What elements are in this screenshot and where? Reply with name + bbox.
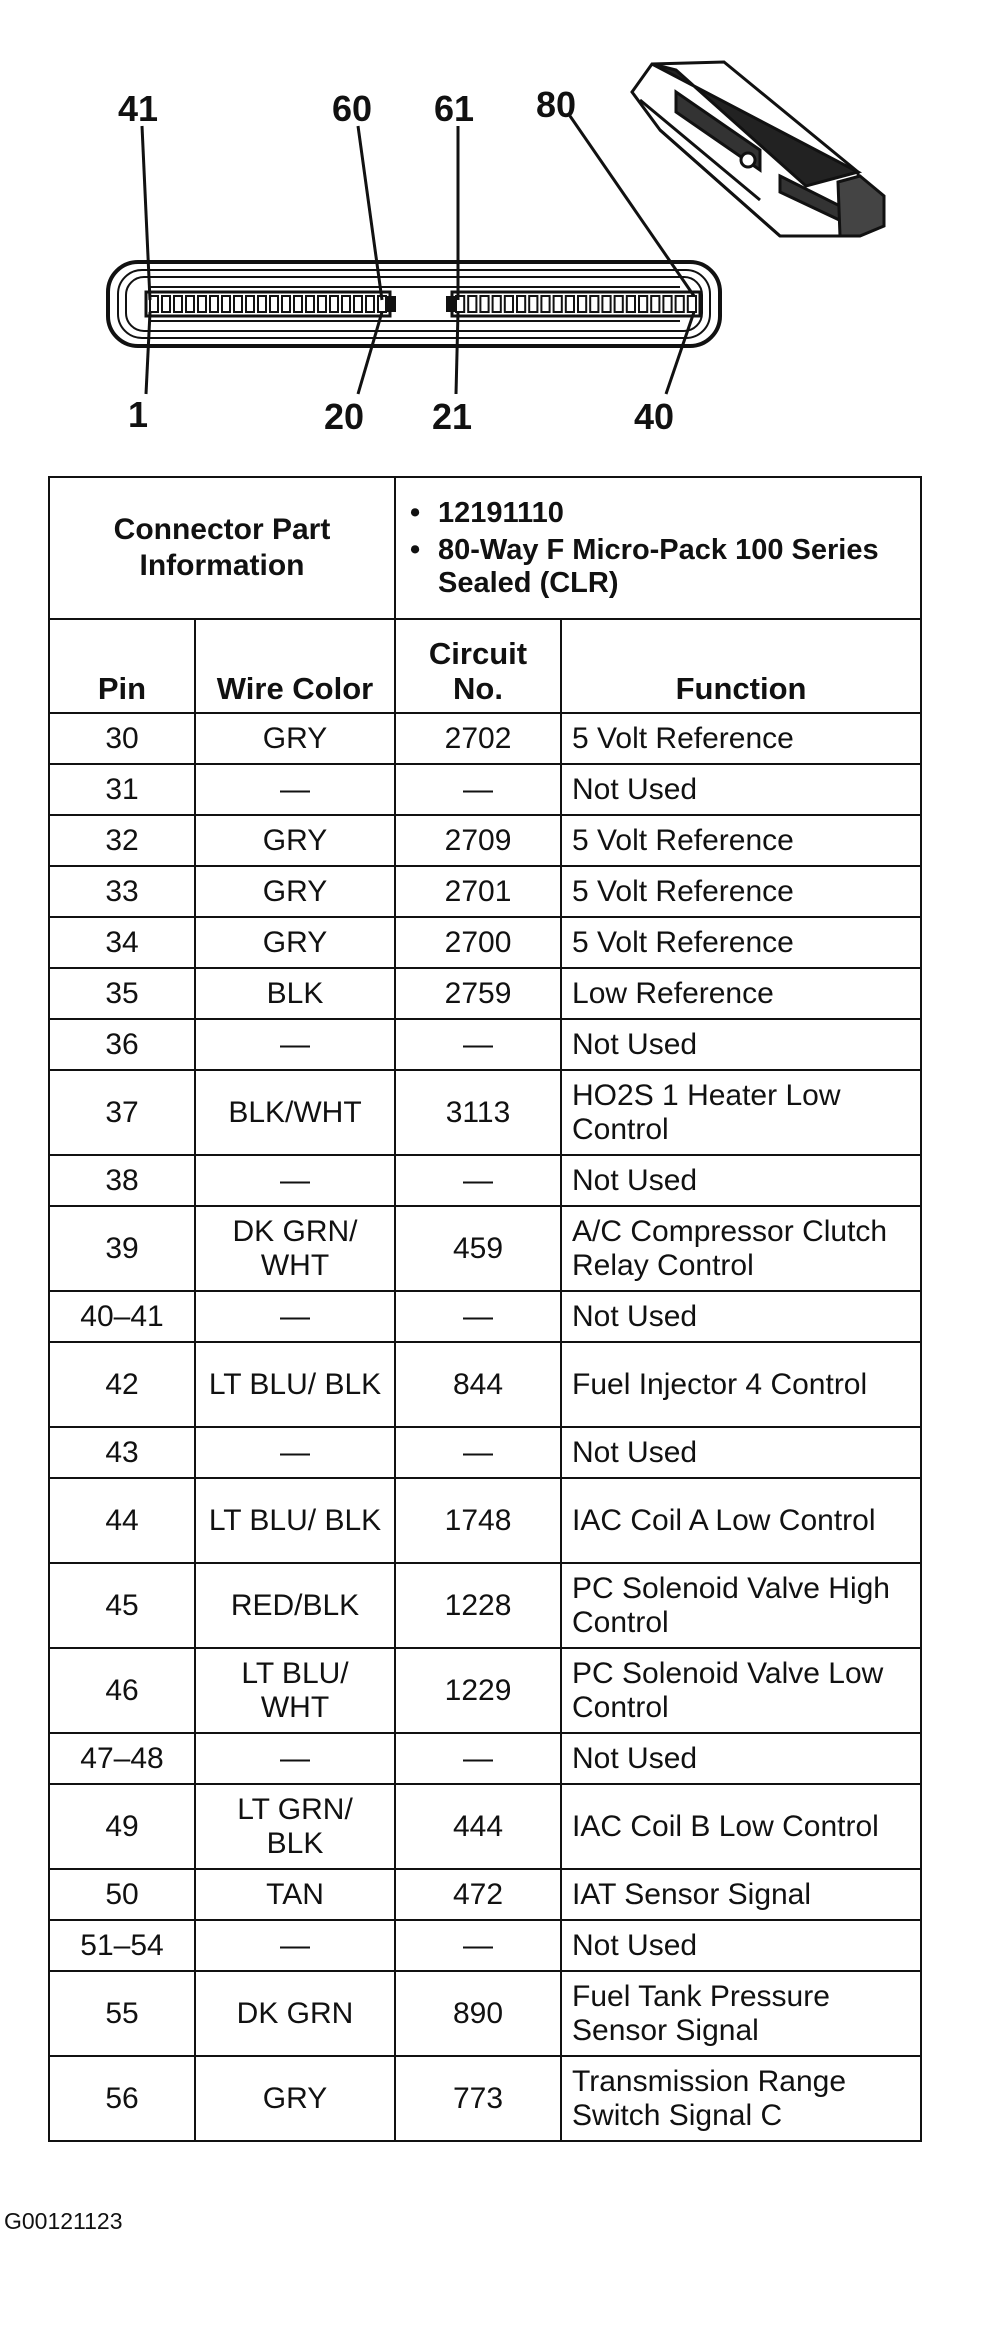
function-cell: HO2S 1 Heater Low Control — [561, 1070, 921, 1155]
pin-slot — [174, 296, 182, 312]
function-cell: Not Used — [561, 764, 921, 815]
pin-cell: 34 — [49, 917, 195, 968]
table-row — [49, 866, 921, 917]
pin-label-20: 20 — [324, 396, 365, 437]
function-cell: 5 Volt Reference — [561, 917, 921, 968]
bullet-icon: • — [410, 533, 421, 566]
wire-color-cell: GRY — [195, 815, 395, 866]
function-cell: Not Used — [561, 1427, 921, 1478]
wire-color-cell: BLK — [195, 968, 395, 1019]
circuit-cell: — — [395, 1291, 561, 1342]
part-info-item — [410, 534, 906, 600]
table-row — [49, 713, 921, 764]
header-circuit-no: Circuit No. — [395, 619, 561, 713]
circuit-cell: — — [395, 1019, 561, 1070]
header-pin: Pin — [49, 619, 195, 713]
pin-cell: 46 — [49, 1648, 195, 1733]
pin-label-40: 40 — [634, 396, 675, 437]
pin-cell: 37 — [49, 1070, 195, 1155]
connector-body-illustration — [632, 62, 884, 236]
pin-slot — [688, 296, 696, 312]
wire-color-cell: GRY — [195, 713, 395, 764]
pin-slot — [590, 296, 598, 312]
header-function: Function — [561, 619, 921, 713]
pin-slot — [294, 296, 302, 312]
circuit-cell: — — [395, 1920, 561, 1971]
pin-slot — [578, 296, 586, 312]
pin-rows — [49, 713, 921, 2141]
wire-color-cell: TAN — [195, 1869, 395, 1920]
pin-cell: 45 — [49, 1563, 195, 1648]
pin-slot — [554, 296, 562, 312]
pin-slot — [234, 296, 242, 312]
wire-color-cell: LT BLU/ WHT — [195, 1648, 395, 1733]
table-row — [49, 1291, 921, 1342]
function-cell: Fuel Injector 4 Control — [561, 1342, 921, 1427]
function-cell: IAT Sensor Signal — [561, 1869, 921, 1920]
function-cell: PC Solenoid Valve High Control — [561, 1563, 921, 1648]
pin-slot — [529, 296, 537, 312]
circuit-cell: 2709 — [395, 815, 561, 866]
wire-color-cell: — — [195, 1291, 395, 1342]
pin-cell: 39 — [49, 1206, 195, 1291]
table-row — [49, 1070, 921, 1155]
circuit-cell: 2702 — [395, 713, 561, 764]
pin-slot — [330, 296, 338, 312]
table-row — [49, 764, 921, 815]
part-number: 12191110 — [438, 496, 564, 529]
pin-cell: 49 — [49, 1784, 195, 1869]
circuit-cell: — — [395, 1155, 561, 1206]
pin-cell: 36 — [49, 1019, 195, 1070]
pin-slot — [493, 296, 501, 312]
pin-slot — [306, 296, 314, 312]
wire-color-cell: LT BLU/ BLK — [195, 1478, 395, 1563]
pin-label-80: 80 — [536, 84, 577, 125]
pin-slot — [676, 296, 684, 312]
circuit-cell: 3113 — [395, 1070, 561, 1155]
table-row — [49, 968, 921, 1019]
bullet-icon: • — [410, 496, 421, 529]
table-row — [49, 1563, 921, 1648]
figure-id: G00121123 — [4, 2208, 123, 2234]
table-row — [49, 815, 921, 866]
table-row — [49, 1971, 921, 2056]
connector-pinout-table — [48, 476, 922, 2142]
function-cell: 5 Volt Reference — [561, 713, 921, 764]
wire-color-cell: — — [195, 764, 395, 815]
function-cell: Not Used — [561, 1155, 921, 1206]
pin-slot — [366, 296, 374, 312]
pin-label-1: 1 — [128, 394, 149, 435]
wire-color-cell: RED/BLK — [195, 1563, 395, 1648]
pin-slot — [342, 296, 350, 312]
function-cell: PC Solenoid Valve Low Control — [561, 1648, 921, 1733]
wire-color-cell: LT GRN/ BLK — [195, 1784, 395, 1869]
part-info-row — [49, 477, 921, 619]
pin-cell: 44 — [49, 1478, 195, 1563]
pin-cell: 56 — [49, 2056, 195, 2141]
table-row — [49, 1155, 921, 1206]
function-cell: Not Used — [561, 1733, 921, 1784]
pin-slot — [541, 296, 549, 312]
circuit-cell: 1228 — [395, 1563, 561, 1648]
pin-cell: 30 — [49, 713, 195, 764]
function-cell: Transmission Range Switch Signal C — [561, 2056, 921, 2141]
table-row — [49, 1427, 921, 1478]
pin-slot — [639, 296, 647, 312]
pin-slot — [186, 296, 194, 312]
table-row — [49, 1784, 921, 1869]
wire-color-cell: — — [195, 1155, 395, 1206]
wire-color-cell: BLK/WHT — [195, 1070, 395, 1155]
table-row — [49, 1206, 921, 1291]
circuit-cell: 773 — [395, 2056, 561, 2141]
connector-diagram — [0, 0, 1008, 460]
pin-cell: 40–41 — [49, 1291, 195, 1342]
function-cell: Low Reference — [561, 968, 921, 1019]
pin-slot — [222, 296, 230, 312]
function-cell: IAC Coil B Low Control — [561, 1784, 921, 1869]
table-row — [49, 1478, 921, 1563]
table-row — [49, 1648, 921, 1733]
pin-slot — [627, 296, 635, 312]
pin-slot — [210, 296, 218, 312]
pin-slot — [258, 296, 266, 312]
column-header-row — [49, 619, 921, 713]
circuit-cell: — — [395, 764, 561, 815]
wire-color-cell: — — [195, 1733, 395, 1784]
table-row — [49, 917, 921, 968]
pin-cell: 32 — [49, 815, 195, 866]
header-wire-color: Wire Color — [195, 619, 395, 713]
function-cell: Not Used — [561, 1920, 921, 1971]
pin-cell: 31 — [49, 764, 195, 815]
function-cell: Fuel Tank Pressure Sensor Signal — [561, 1971, 921, 2056]
circuit-cell: 2700 — [395, 917, 561, 968]
pin-slot — [270, 296, 278, 312]
pin-slot — [517, 296, 525, 312]
wire-color-cell: GRY — [195, 2056, 395, 2141]
table-row — [49, 1733, 921, 1784]
pin-slot — [663, 296, 671, 312]
pin-slot — [505, 296, 513, 312]
circuit-cell: — — [395, 1427, 561, 1478]
part-info-item — [410, 497, 906, 530]
pin-cell: 43 — [49, 1427, 195, 1478]
table-row — [49, 1019, 921, 1070]
pin-cell: 51–54 — [49, 1920, 195, 1971]
wire-color-cell: DK GRN — [195, 1971, 395, 2056]
connector-face-drawing — [0, 0, 1008, 460]
wire-color-cell: DK GRN/ WHT — [195, 1206, 395, 1291]
pin-slot — [198, 296, 206, 312]
connector-description: 80-Way F Micro-Pack 100 Series Sealed (CLR) — [438, 533, 879, 599]
pin-cell: 33 — [49, 866, 195, 917]
pin-label-41: 41 — [118, 88, 159, 129]
pin-cell: 42 — [49, 1342, 195, 1427]
circuit-cell: 459 — [395, 1206, 561, 1291]
wire-color-cell: — — [195, 1427, 395, 1478]
pin-slot — [651, 296, 659, 312]
pin-cell: 55 — [49, 1971, 195, 2056]
pin-cell: 50 — [49, 1869, 195, 1920]
circuit-cell: 444 — [395, 1784, 561, 1869]
pin-cell: 47–48 — [49, 1733, 195, 1784]
pin-label-60: 60 — [332, 88, 373, 129]
pin-slot — [602, 296, 610, 312]
circuit-cell: 1229 — [395, 1648, 561, 1733]
pin-slot — [615, 296, 623, 312]
part-info-list — [395, 477, 921, 619]
wire-color-cell: LT BLU/ BLK — [195, 1342, 395, 1427]
part-info-title: Connector Part Information — [49, 477, 395, 619]
circuit-cell: 472 — [395, 1869, 561, 1920]
circuit-cell: 844 — [395, 1342, 561, 1427]
pin-slot — [480, 296, 488, 312]
pin-cell: 35 — [49, 968, 195, 1019]
pin-slot — [566, 296, 574, 312]
pin-slot — [354, 296, 362, 312]
function-cell: Not Used — [561, 1019, 921, 1070]
pin-slot — [318, 296, 326, 312]
pin-label-61: 61 — [434, 88, 475, 129]
circuit-cell: — — [395, 1733, 561, 1784]
function-cell: IAC Coil A Low Control — [561, 1478, 921, 1563]
circuit-cell: 1748 — [395, 1478, 561, 1563]
circuit-cell: 890 — [395, 1971, 561, 2056]
pin-slot — [282, 296, 290, 312]
table-row — [49, 2056, 921, 2141]
table-row — [49, 1920, 921, 1971]
table-row — [49, 1869, 921, 1920]
function-cell: A/C Compressor Clutch Relay Control — [561, 1206, 921, 1291]
pin-slot — [468, 296, 476, 312]
circuit-cell: 2701 — [395, 866, 561, 917]
pin-slot — [246, 296, 254, 312]
function-cell: Not Used — [561, 1291, 921, 1342]
circuit-cell: 2759 — [395, 968, 561, 1019]
pin-slot — [162, 296, 170, 312]
wire-color-cell: GRY — [195, 866, 395, 917]
wire-color-cell: — — [195, 1019, 395, 1070]
wire-color-cell: GRY — [195, 917, 395, 968]
pin-label-21: 21 — [432, 396, 473, 437]
table-row — [49, 1342, 921, 1427]
wire-color-cell: — — [195, 1920, 395, 1971]
function-cell: 5 Volt Reference — [561, 866, 921, 917]
function-cell: 5 Volt Reference — [561, 815, 921, 866]
pin-cell: 38 — [49, 1155, 195, 1206]
